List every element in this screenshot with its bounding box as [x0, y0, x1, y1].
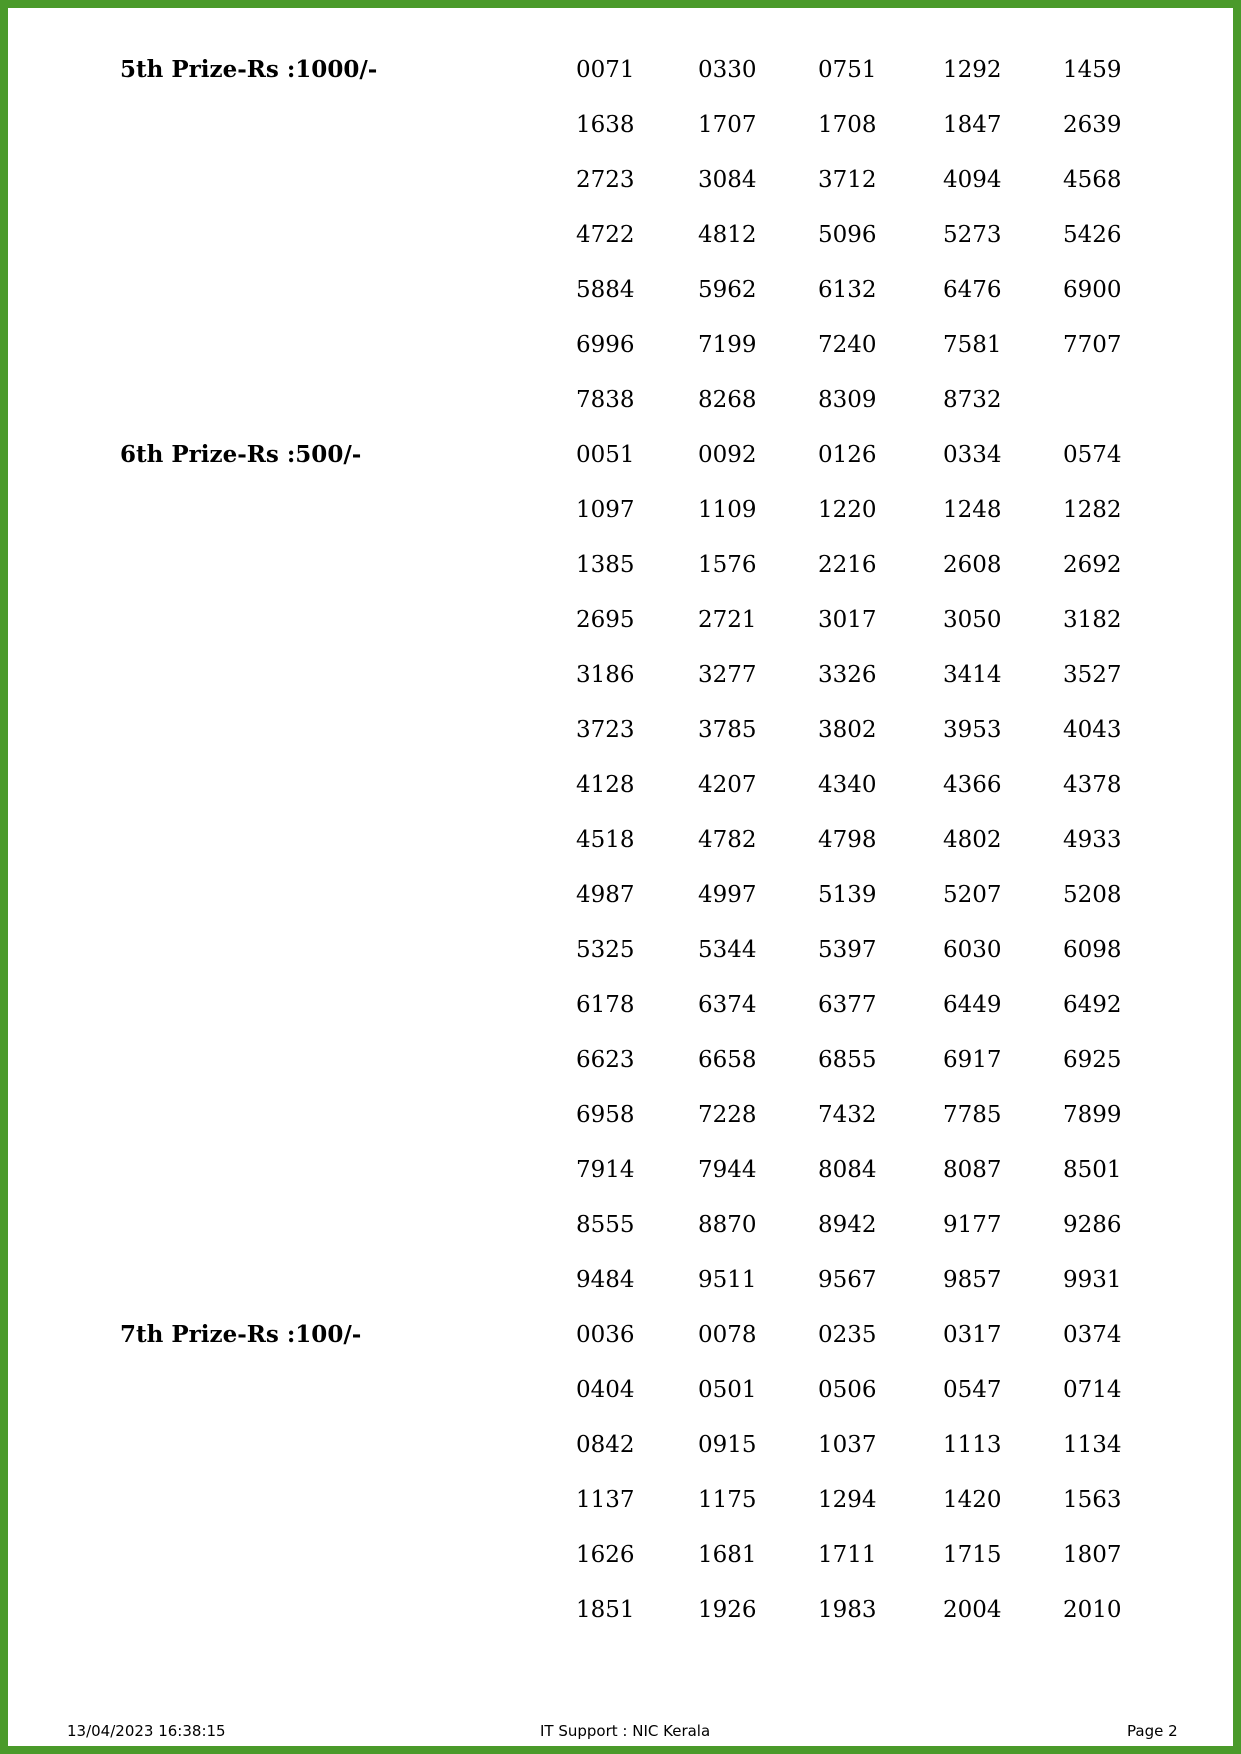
- winning-number: 5273: [943, 222, 1002, 248]
- winning-number: 3084: [698, 167, 757, 193]
- winning-number: 6900: [1063, 277, 1122, 303]
- winning-number: 7914: [576, 1157, 635, 1183]
- winning-number: 1847: [943, 112, 1002, 138]
- winning-number: 4997: [698, 882, 757, 908]
- winning-number: 4207: [698, 772, 757, 798]
- winning-number: 4987: [576, 882, 635, 908]
- winning-number: 2639: [1063, 112, 1122, 138]
- winning-number: 5426: [1063, 222, 1122, 248]
- winning-number: 8087: [943, 1157, 1002, 1183]
- winning-number: 7240: [818, 332, 877, 358]
- winning-number: 3326: [818, 662, 877, 688]
- winning-number: 9567: [818, 1267, 877, 1293]
- winning-number: 0506: [818, 1377, 877, 1403]
- winning-number: 1292: [943, 57, 1002, 83]
- winning-number: 8268: [698, 387, 757, 413]
- winning-number: 8732: [943, 387, 1002, 413]
- winning-number: 3527: [1063, 662, 1122, 688]
- winning-number: 6030: [943, 937, 1002, 963]
- winning-number: 4798: [818, 827, 877, 853]
- prize-label: 5th Prize-Rs :1000/-: [120, 56, 378, 83]
- winning-number: 1626: [576, 1542, 635, 1568]
- winning-number: 1715: [943, 1542, 1002, 1568]
- winning-number: 4128: [576, 772, 635, 798]
- winning-number: 7838: [576, 387, 635, 413]
- winning-number: 9857: [943, 1267, 1002, 1293]
- winning-number: 4802: [943, 827, 1002, 853]
- winning-number: 1220: [818, 497, 877, 523]
- winning-number: 1459: [1063, 57, 1122, 83]
- winning-number: 1175: [698, 1487, 757, 1513]
- winning-number: 3050: [943, 607, 1002, 633]
- winning-number: 4366: [943, 772, 1002, 798]
- winning-number: 0547: [943, 1377, 1002, 1403]
- winning-number: 8555: [576, 1212, 635, 1238]
- winning-number: 6449: [943, 992, 1002, 1018]
- winning-number: 5962: [698, 277, 757, 303]
- winning-number: 1385: [576, 552, 635, 578]
- winning-number: 1563: [1063, 1487, 1122, 1513]
- winning-number: 7707: [1063, 332, 1122, 358]
- page-number: Page 2: [1127, 1722, 1178, 1740]
- winning-number: 9484: [576, 1267, 635, 1293]
- winning-number: 1681: [698, 1542, 757, 1568]
- winning-number: 1137: [576, 1487, 635, 1513]
- winning-number: 4722: [576, 222, 635, 248]
- winning-number: 1248: [943, 497, 1002, 523]
- winning-number: 1282: [1063, 497, 1122, 523]
- winning-number: 0051: [576, 442, 635, 468]
- winning-number: 6958: [576, 1102, 635, 1128]
- winning-number: 6492: [1063, 992, 1122, 1018]
- winning-number: 0235: [818, 1322, 877, 1348]
- winning-number: 0092: [698, 442, 757, 468]
- winning-number: 4568: [1063, 167, 1122, 193]
- winning-number: 7581: [943, 332, 1002, 358]
- winning-number: 3953: [943, 717, 1002, 743]
- winning-number: 0751: [818, 57, 877, 83]
- winning-number: 9286: [1063, 1212, 1122, 1238]
- winning-number: 2216: [818, 552, 877, 578]
- winning-number: 4782: [698, 827, 757, 853]
- winning-number: 0126: [818, 442, 877, 468]
- winning-number: 1707: [698, 112, 757, 138]
- winning-number: 1109: [698, 497, 757, 523]
- winning-number: 8501: [1063, 1157, 1122, 1183]
- winning-number: 0078: [698, 1322, 757, 1348]
- winning-number: 6623: [576, 1047, 635, 1073]
- print-timestamp: 13/04/2023 16:38:15: [67, 1722, 226, 1740]
- winning-number: 0071: [576, 57, 635, 83]
- winning-number: 4378: [1063, 772, 1122, 798]
- winning-number: 6925: [1063, 1047, 1122, 1073]
- prize-label: 6th Prize-Rs :500/-: [120, 441, 362, 468]
- winning-number: 0374: [1063, 1322, 1122, 1348]
- winning-number: 1851: [576, 1597, 635, 1623]
- winning-number: 2721: [698, 607, 757, 633]
- winning-number: 6917: [943, 1047, 1002, 1073]
- winning-number: 7785: [943, 1102, 1002, 1128]
- winning-number: 2723: [576, 167, 635, 193]
- winning-number: 5208: [1063, 882, 1122, 908]
- winning-number: 0501: [698, 1377, 757, 1403]
- winning-number: 3186: [576, 662, 635, 688]
- winning-number: 1807: [1063, 1542, 1122, 1568]
- winning-number: 2004: [943, 1597, 1002, 1623]
- winning-number: 3277: [698, 662, 757, 688]
- winning-number: 1097: [576, 497, 635, 523]
- winning-number: 8870: [698, 1212, 757, 1238]
- winning-number: 7944: [698, 1157, 757, 1183]
- winning-number: 4094: [943, 167, 1002, 193]
- prize-label: 7th Prize-Rs :100/-: [120, 1321, 362, 1348]
- winning-number: 6855: [818, 1047, 877, 1073]
- winning-number: 5397: [818, 937, 877, 963]
- winning-number: 4340: [818, 772, 877, 798]
- winning-number: 8942: [818, 1212, 877, 1238]
- winning-number: 5344: [698, 937, 757, 963]
- winning-number: 7199: [698, 332, 757, 358]
- winning-number: 5325: [576, 937, 635, 963]
- winning-number: 5096: [818, 222, 877, 248]
- winning-number: 6098: [1063, 937, 1122, 963]
- winning-number: 1420: [943, 1487, 1002, 1513]
- winning-number: 0317: [943, 1322, 1002, 1348]
- winning-number: 0714: [1063, 1377, 1122, 1403]
- winning-number: 4812: [698, 222, 757, 248]
- it-support-text: IT Support : NIC Kerala: [540, 1722, 711, 1740]
- winning-number: 6377: [818, 992, 877, 1018]
- winning-number: 2608: [943, 552, 1002, 578]
- winning-number: 4043: [1063, 717, 1122, 743]
- winning-number: 3785: [698, 717, 757, 743]
- winning-number: 1134: [1063, 1432, 1122, 1458]
- winning-number: 2010: [1063, 1597, 1122, 1623]
- winning-number: 5139: [818, 882, 877, 908]
- winning-number: 1638: [576, 112, 635, 138]
- winning-number: 7432: [818, 1102, 877, 1128]
- winning-number: 5207: [943, 882, 1002, 908]
- winning-number: 3414: [943, 662, 1002, 688]
- winning-number: 8084: [818, 1157, 877, 1183]
- winning-number: 1926: [698, 1597, 757, 1623]
- winning-number: 0842: [576, 1432, 635, 1458]
- winning-number: 6374: [698, 992, 757, 1018]
- winning-number: 6178: [576, 992, 635, 1018]
- winning-number: 4933: [1063, 827, 1122, 853]
- winning-number: 6476: [943, 277, 1002, 303]
- winning-number: 3182: [1063, 607, 1122, 633]
- winning-number: 1294: [818, 1487, 877, 1513]
- winning-number: 3802: [818, 717, 877, 743]
- winning-number: 8309: [818, 387, 877, 413]
- winning-number: 5884: [576, 277, 635, 303]
- winning-number: 0334: [943, 442, 1002, 468]
- winning-number: 9511: [698, 1267, 757, 1293]
- winning-number: 6132: [818, 277, 877, 303]
- winning-number: 1983: [818, 1597, 877, 1623]
- winning-number: 7228: [698, 1102, 757, 1128]
- winning-number: 4518: [576, 827, 635, 853]
- winning-number: 2695: [576, 607, 635, 633]
- winning-number: 1576: [698, 552, 757, 578]
- winning-number: 7899: [1063, 1102, 1122, 1128]
- winning-number: 1037: [818, 1432, 877, 1458]
- winning-number: 6996: [576, 332, 635, 358]
- winning-number: 0404: [576, 1377, 635, 1403]
- winning-number: 3712: [818, 167, 877, 193]
- winning-number: 3017: [818, 607, 877, 633]
- winning-number: 6658: [698, 1047, 757, 1073]
- winning-number: 0330: [698, 57, 757, 83]
- winning-number: 1711: [818, 1542, 877, 1568]
- winning-number: 0036: [576, 1322, 635, 1348]
- winning-number: 3723: [576, 717, 635, 743]
- winning-number: 9931: [1063, 1267, 1122, 1293]
- winning-number: 9177: [943, 1212, 1002, 1238]
- winning-number: 1113: [943, 1432, 1002, 1458]
- winning-number: 0574: [1063, 442, 1122, 468]
- winning-number: 0915: [698, 1432, 757, 1458]
- winning-number: 2692: [1063, 552, 1122, 578]
- winning-number: 1708: [818, 112, 877, 138]
